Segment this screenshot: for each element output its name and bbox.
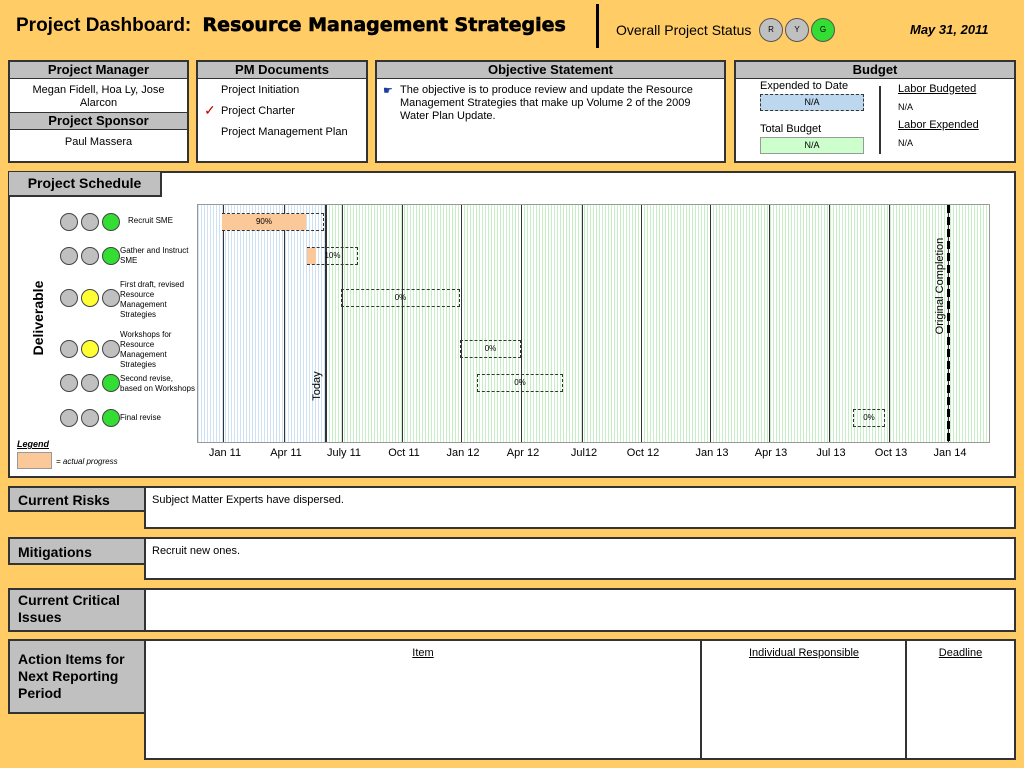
- gantt-gridline: [223, 205, 224, 442]
- deliverable-label: Second revise, based on Workshops: [120, 374, 196, 393]
- objective-heading: Objective Statement: [377, 62, 724, 79]
- time-axis-tick-label: Jan 13: [695, 447, 729, 459]
- deliverable-progress-label: 0%: [484, 344, 497, 353]
- labor-budgeted-value: N/A: [898, 102, 914, 112]
- deliverable-progress-label: 0%: [863, 413, 875, 422]
- time-axis-tick-label: Jul 13: [816, 447, 846, 459]
- gantt-gridline: [889, 205, 890, 442]
- deliverable-status-light: [102, 409, 120, 427]
- deliverable-status-light: [60, 374, 78, 392]
- pm-document-item[interactable]: Project Management Plan: [221, 126, 348, 138]
- gantt-gridline: [710, 205, 711, 442]
- title-main: Resource Management Strategies: [202, 14, 566, 36]
- deliverable-progress-label: 0%: [394, 293, 407, 302]
- overall-status-light-g: G: [811, 18, 835, 42]
- deliverable-status-light: [81, 409, 99, 427]
- gantt-gridline: [641, 205, 642, 442]
- deliverable-status-light: [102, 247, 120, 265]
- time-axis-tick-label: Jul12: [570, 447, 598, 459]
- time-axis-tick-label: Oct 12: [626, 447, 660, 459]
- time-axis-tick-label: Apr 13: [754, 447, 788, 459]
- action-items-panel: [144, 639, 1016, 760]
- current-risks-text: Subject Matter Experts have dispersed.: [152, 494, 344, 506]
- time-axis-tick-label: July 11: [326, 447, 362, 459]
- mitigations-label: Mitigations: [8, 537, 146, 565]
- labor-expended-label: Labor Expended: [898, 119, 979, 131]
- project-schedule-heading: Project Schedule: [9, 172, 162, 197]
- total-budget-label: Total Budget: [760, 123, 822, 135]
- deliverable-label: Gather and Instruct SME: [120, 246, 189, 265]
- gantt-gridline: [461, 205, 462, 442]
- mitigations-panel: [144, 537, 1016, 580]
- deliverable-progress-label: 10%: [324, 251, 341, 260]
- expended-to-date-label: Expended to Date: [760, 80, 849, 92]
- original-completion-line: [947, 205, 950, 443]
- deliverable-status-light: [60, 289, 78, 307]
- today-line: [325, 205, 327, 442]
- deliverable-label: Recruit SME: [128, 216, 173, 225]
- time-axis-tick-label: Jan 14: [933, 447, 967, 459]
- gantt-gridline: [769, 205, 770, 442]
- deliverable-status-light: [81, 289, 99, 307]
- dashboard-title: [16, 14, 566, 37]
- header-divider: [596, 4, 599, 48]
- deliverable-progress-label: 0%: [514, 378, 526, 387]
- deliverable-status-light: [60, 340, 78, 358]
- deliverable-status-light: [102, 374, 120, 392]
- expended-to-date-value: N/A: [760, 94, 864, 111]
- deliverable-status-light: [102, 213, 120, 231]
- pm-document-item[interactable]: Project Charter: [221, 105, 295, 117]
- pm-documents-heading: PM Documents: [198, 62, 366, 79]
- deliverable-status-light: [81, 213, 99, 231]
- objective-text: The objective is to produce review and update the Resource Management Strategies that make up Volume 2 of the 2009 Water Plan Update.: [400, 84, 693, 122]
- overall-status-light-r: R: [759, 18, 783, 42]
- critical-issues-panel: [144, 588, 1016, 632]
- time-axis-tick-label: Oct 13: [874, 447, 908, 459]
- pm-documents-panel: [196, 60, 368, 163]
- time-axis-tick-label: Apr 11: [270, 447, 302, 459]
- pm-document-item[interactable]: Project Initiation: [221, 84, 300, 96]
- deliverable-axis-label: Deliverable: [30, 280, 46, 356]
- deliverable-label: Final revise: [120, 413, 161, 422]
- legend-swatch: [17, 452, 52, 469]
- total-budget-value: N/A: [760, 137, 864, 154]
- deliverable-progress-label: 90%: [255, 217, 272, 226]
- current-risks-panel: [144, 486, 1016, 529]
- labor-budgeted-label: Labor Budgeted: [898, 83, 977, 95]
- labor-expended-value: N/A: [898, 138, 914, 148]
- action-col-deadline: Deadline: [938, 647, 983, 659]
- overall-status-light-y: Y: [785, 18, 809, 42]
- mitigations-text: Recruit new ones.: [152, 545, 241, 557]
- project-sponsor-name: Paul Massera: [64, 136, 133, 148]
- budget-panel: [734, 60, 1016, 163]
- report-date: May 31, 2011: [910, 22, 989, 37]
- legend-title: Legend: [17, 439, 50, 449]
- time-axis-tick-label: Oct 11: [388, 447, 420, 459]
- action-col-responsible: Individual Responsible: [748, 647, 860, 659]
- gantt-gridline: [521, 205, 522, 442]
- current-risks-label: Current Risks: [8, 486, 146, 512]
- gantt-gridline: [829, 205, 830, 442]
- gantt-gridline: [284, 205, 285, 442]
- budget-divider: [879, 86, 881, 154]
- budget-heading: Budget: [736, 62, 1014, 79]
- objective-bullet-icon: ☛: [383, 85, 393, 97]
- deliverable-status-light: [60, 409, 78, 427]
- deliverable-status-light: [60, 247, 78, 265]
- objective-panel: [375, 60, 726, 163]
- original-completion-label: Original Completion: [934, 237, 946, 335]
- deliverable-status-light: [81, 374, 99, 392]
- deliverable-status-light: [102, 340, 120, 358]
- project-sponsor-heading: Project Sponsor: [10, 112, 187, 130]
- deliverable-label: Workshops for Resource Management Strategies: [120, 330, 172, 369]
- action-col-item: Item: [412, 647, 434, 659]
- gantt-gridline: [342, 205, 343, 442]
- deliverable-status-light: [81, 340, 99, 358]
- elapsed-period-shading: [198, 205, 326, 443]
- deliverable-label: First draft, revised Resource Management Strategies: [120, 280, 185, 319]
- deliverable-status-light: [60, 213, 78, 231]
- critical-issues-label: Current Critical Issues: [8, 588, 146, 632]
- future-period-shading: [326, 205, 990, 443]
- action-items-label: Action Items for Next Reporting Period: [8, 639, 146, 714]
- gantt-gridline: [582, 205, 583, 442]
- deliverable-status-light: [102, 289, 120, 307]
- project-manager-heading: Project Manager: [10, 62, 187, 79]
- time-axis-tick-label: Jan 12: [446, 447, 480, 459]
- legend-text: = actual progress: [56, 457, 118, 466]
- deliverable-status-light: [81, 247, 99, 265]
- title-prefix: Project Dashboard:: [16, 15, 192, 36]
- project-manager-panel: [8, 60, 189, 163]
- time-axis-tick-label: Apr 12: [506, 447, 540, 459]
- project-manager-names: Megan Fidell, Hoa Ly, Jose Alarcon: [32, 84, 165, 109]
- time-axis-tick-label: Jan 11: [208, 447, 242, 459]
- today-label: Today: [311, 371, 323, 401]
- gantt-gridline: [402, 205, 403, 442]
- checkmark-icon: ✓: [204, 102, 216, 118]
- overall-status-label: Overall Project Status: [616, 22, 752, 38]
